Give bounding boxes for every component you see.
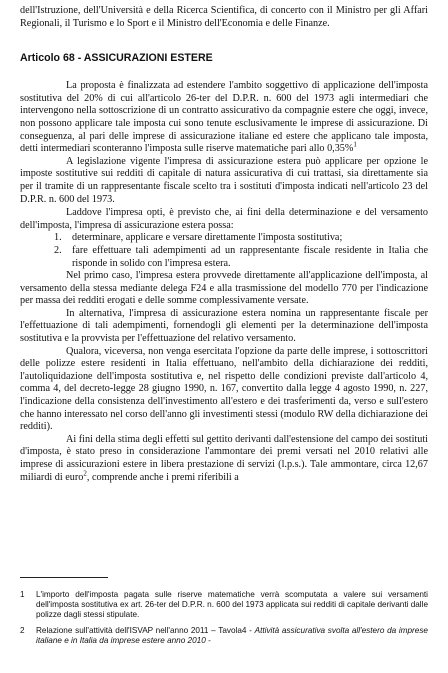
list-item-text: fare effettuare tali adempimenti ad un rappresentante fiscale residente in Italia che risponde in solido con l'impresa estera. [72,244,428,269]
footnote-number: 2 [20,626,25,635]
list-item [20,232,428,245]
paragraph-estimate [20,434,428,484]
paragraph-estimate-tail: , comprende anche i premi riferibili a [86,471,239,483]
paragraph-option: Laddove l'impresa opti, è previsto che, ai fini della determinazione e del versamento dell'imposta, l'impresa di assicurazione estera possa: [20,207,428,231]
footnote-ref-2: 2 [83,469,87,478]
footnote-text: L'importo dell'imposta pagata sulle riserve matematiche verrà scomputata a valere sui versamenti dell'imposta sostitutiva ex art. 26-ter del D.P.R. n. 600 del 1973 applicata sui redditi di capitale derivanti dalle polizze dagli stessi stipulate. [36,590,428,619]
continued-paragraph: dell'Istruzione, dell'Università e della Ricerca Scientifica, di concerto con il Ministro per gli Affari Regionali, il Turismo e lo Sport e il Ministro dell'Economia e delle Finanze. [20,5,428,29]
footnote-2 [20,626,428,646]
footnote-1 [20,590,428,620]
paragraph-proposal-text: La proposta è finalizzata ad estendere l'ambito soggettivo di applicazione dell'imposta sostitutiva del 20% di cui all'articolo 26-ter del D.P.R. n. 600 del 1973 agli intermediari che intervengono nella sottoscrizione di un contratto assicurativo da compagnie estere che oggi, invece, non possono applicare tale imposta cui sono tenute esclusivamente le imprese di assicurazione. Di conseguenza, al pari delle imprese di assicurazione italiane ed estere che applicano tale imposta, detti intermediari sconteranno l'imposta sulle riserve matematiche pari allo 0,35% [20,80,428,155]
paragraph-alternative: In alternativa, l'impresa di assicurazione estera nomina un rappresentante fiscale per l'effettuazione di tali adempimenti, fornendogli gli elementi per la determinazione dell'imposta sostitutiva e la provvista per l'effettuazione del relativo versamento. [20,307,428,345]
paragraph-proposal [20,80,428,156]
footnote-italic-text: Attività assicurativa svolta all'estero da imprese italiane e in Italia da imprese estere anno 2010 - [36,626,428,645]
paragraph-no-option: Qualora, viceversa, non venga esercitata l'opzione da parte delle imprese, i sottoscrittori delle polizze estere residenti in Italia effettuano, nell'ambito della dichiarazione dei redditi, l'autoliquidazione dell'imposta sostitutiva e, nel rispetto delle condizioni previste dall'articolo 4, comma 4, del decreto-legge 28 giugno 1990, n. 167, convertito dalla legge 4 agosto 1990, n. 227, l'indicazione della consistenza dell'investimento all'estero e dei trasferimenti da, verso e sull'estero che hanno interessato nel corso dell'anno gli investimenti stessi (modulo RW della dichiarazione dei redditi). [20,345,428,433]
list-item-number: 1. [54,232,62,244]
paragraph-current-legislation: A legislazione vigente l'impresa di assicurazione estera può applicare per opzione le imposte sostitutive sui redditi di capitale di natura assicurativa di cui trattasi, sia direttamente sia per il tramite di un rappresentante fiscale scelto tra i sostituti d'imposta indicati nell'articolo 23 del D.P.R. n. 600 del 1973. [20,155,428,205]
footnote-text: Relazione sull'attività dell'ISVAP nell'anno 2011 – Tavola4 - [36,626,255,635]
footnote-ref-1: 1 [353,140,357,149]
article-heading: Articolo 68 - ASSICURAZIONI ESTERE [20,52,213,65]
footnote-divider [20,577,108,578]
list-item-text: determinare, applicare e versare direttamente l'imposta sostitutiva; [72,232,343,244]
footnote-number: 1 [20,590,25,599]
paragraph-first-case: Nel primo caso, l'impresa estera provvede direttamente all'applicazione dell'imposta, al versamento della stessa mediante delega F24 e alla trasmissione del modello 770 per l'indicazione per massa dei redditi erogati e delle somme complessivamente versate. [20,270,428,307]
footnotes [20,590,428,652]
paragraph-estimate-text: Ai fini della stima degli effetti sul gettito derivanti dall'estensione del campo dei sostituti d'imposta, è stato preso in considerazione l'ammontare dei premi versati nel 2010 relativi alle imprese di assicurazioni estere in libera prestazione di servizi (l.p.s.). Tale ammontare, circa 12,67 miliardi di euro [20,433,428,483]
list-item-number: 2. [54,244,62,256]
options-list [20,232,428,270]
list-item [20,245,428,270]
